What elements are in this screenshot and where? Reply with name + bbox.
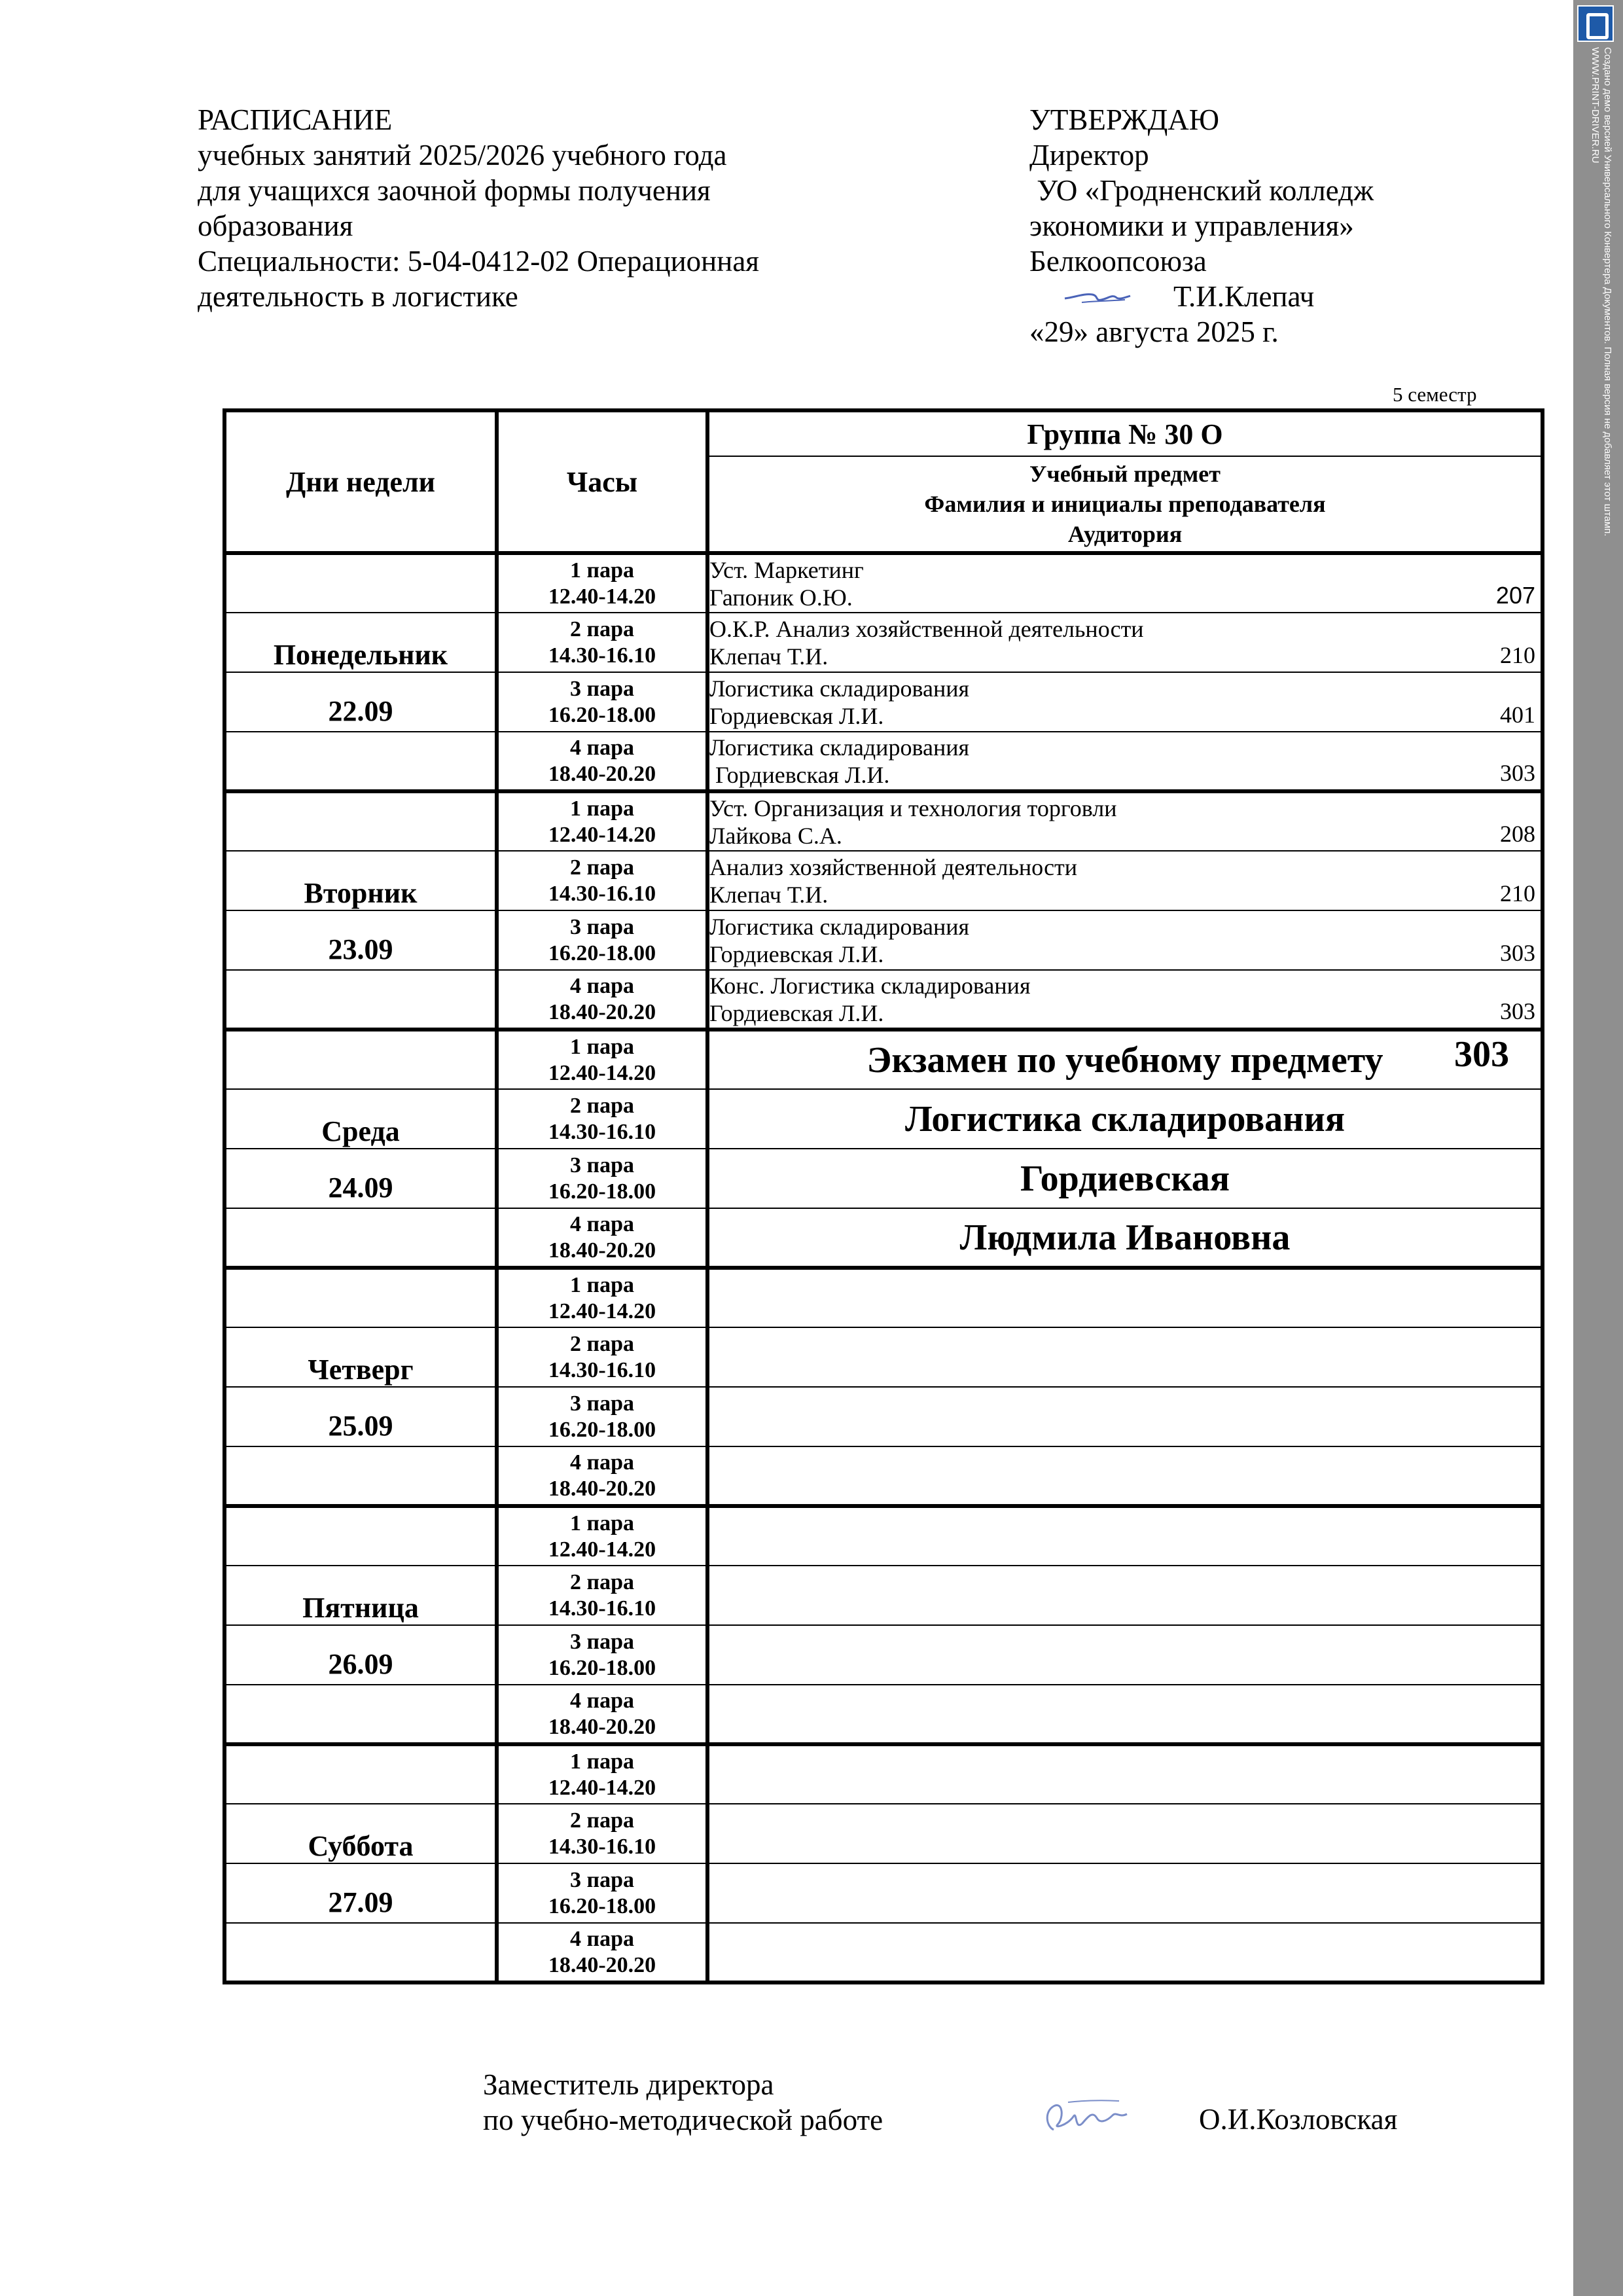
- time-slot-cell: [497, 1208, 707, 1268]
- pair-time: 18.40-20.20: [548, 761, 656, 786]
- lesson-cell: [707, 1327, 1543, 1387]
- pair-time: 18.40-20.20: [548, 999, 656, 1024]
- pair-number: 4 пара: [570, 1688, 634, 1713]
- pair-number: 4 пара: [570, 1926, 634, 1951]
- room-number: 210: [1500, 642, 1535, 668]
- day-name: Суббота: [308, 1830, 414, 1862]
- pair-time: 14.30-16.10: [548, 1357, 656, 1382]
- deputy-name: О.И.Козловская: [1199, 2103, 1398, 2136]
- exam-text: Гордиевская: [1020, 1158, 1230, 1199]
- time-slot-cell: [497, 791, 707, 851]
- day-date: 27.09: [328, 1886, 393, 1918]
- schedule-row: [224, 1923, 1543, 1982]
- watermark-url: WWW.PRINT-DRIVER.RU: [1590, 47, 1601, 164]
- schedule-title: РАСПИСАНИЕ: [198, 103, 393, 136]
- pair-time: 16.20-18.00: [548, 1179, 656, 1204]
- pair-number: 2 пара: [570, 1331, 634, 1356]
- lesson-cell: [707, 1506, 1543, 1566]
- lesson-cell: [707, 553, 1543, 613]
- days-column-header: Дни недели: [224, 410, 497, 553]
- time-slot-cell: [497, 1625, 707, 1685]
- day-name: Понедельник: [273, 639, 448, 671]
- teacher-name: Клепач Т.И.: [709, 643, 829, 670]
- day-date: 23.09: [328, 933, 393, 965]
- pair-time: 12.40-14.20: [548, 822, 656, 847]
- day-date-cell: [224, 1625, 497, 1685]
- pair-time: 14.30-16.10: [548, 1834, 656, 1859]
- time-slot-cell: [497, 970, 707, 1030]
- exam-text: Людмила Ивановна: [959, 1217, 1291, 1258]
- time-slot-cell: [497, 1446, 707, 1506]
- approval-line: экономики и управления»: [1029, 209, 1354, 242]
- day-date-cell: [224, 910, 497, 970]
- subject-header-line: Учебный предмет: [1029, 461, 1221, 487]
- pair-number: 1 пара: [570, 558, 634, 583]
- lesson-cell: [707, 672, 1543, 732]
- pair-number: 2 пара: [570, 1570, 634, 1594]
- subject-column-header: [707, 456, 1543, 553]
- pair-time: 12.40-14.20: [548, 1299, 656, 1323]
- watermark-text: [1589, 47, 1614, 536]
- hours-column-header: Часы: [497, 410, 707, 553]
- semester-label: 5 семестр: [1393, 383, 1477, 406]
- time-slot-cell: [497, 732, 707, 791]
- room-header-line: Аудитория: [1067, 521, 1183, 547]
- pair-number: 1 пара: [570, 1749, 634, 1774]
- pair-time: 14.30-16.10: [548, 643, 656, 668]
- time-slot-cell: [497, 1327, 707, 1387]
- time-slot-cell: [497, 1030, 707, 1089]
- day-name-cell: [224, 613, 497, 672]
- footer-position-line: Заместитель директора: [483, 2068, 774, 2101]
- time-slot-cell: [497, 1387, 707, 1446]
- teacher-name: Гордиевская Л.И.: [709, 941, 884, 967]
- pair-time: 12.40-14.20: [548, 584, 656, 609]
- pair-number: 4 пара: [570, 1211, 634, 1236]
- schedule-row: [224, 1387, 1543, 1446]
- converter-watermark-sidebar: [1573, 0, 1623, 2296]
- schedule-row: [224, 1327, 1543, 1387]
- pair-number: 3 пара: [570, 1391, 634, 1416]
- day-name: Пятница: [302, 1592, 419, 1624]
- exam-room: 303: [1454, 1034, 1509, 1075]
- schedule-row: [224, 1506, 1543, 1566]
- schedule-row: [224, 553, 1543, 613]
- day-name: Четверг: [308, 1354, 414, 1386]
- day-cell: [224, 1268, 497, 1327]
- exam-cell: [707, 1089, 1543, 1149]
- pair-time: 14.30-16.10: [548, 1596, 656, 1621]
- pair-number: 3 пара: [570, 1629, 634, 1654]
- teacher-name: Гордиевская Л.И.: [709, 702, 884, 729]
- day-cell: [224, 1744, 497, 1804]
- exam-cell: [707, 1030, 1543, 1089]
- pair-time: 18.40-20.20: [548, 1476, 656, 1501]
- converter-logo-icon: [1577, 5, 1614, 42]
- pair-time: 16.20-18.00: [548, 1417, 656, 1442]
- approval-block: [1029, 102, 1488, 350]
- day-cell: [224, 732, 497, 791]
- day-date-cell: [224, 672, 497, 732]
- time-slot-cell: [497, 613, 707, 672]
- pair-time: 14.30-16.10: [548, 881, 656, 906]
- schedule-row: [224, 1804, 1543, 1863]
- day-date: 22.09: [328, 695, 393, 727]
- day-name-cell: [224, 1566, 497, 1625]
- day-name: Вторник: [304, 877, 418, 909]
- lesson-cell: [707, 1685, 1543, 1744]
- lesson-cell: [707, 851, 1543, 910]
- pair-number: 4 пара: [570, 735, 634, 760]
- teacher-name: Гордиевская Л.И.: [709, 999, 884, 1026]
- lesson-cell: [707, 1268, 1543, 1327]
- pair-number: 3 пара: [570, 1867, 634, 1892]
- specialty-line: деятельность в логистике: [198, 280, 518, 313]
- watermark-line: Создано демо версией Универсального Конвертера Документов. Полная версия не добавляет этот штамп.: [1602, 47, 1613, 537]
- day-date-cell: [224, 1149, 497, 1208]
- schedule-row: [224, 1863, 1543, 1923]
- time-slot-cell: [497, 553, 707, 613]
- time-slot-cell: [497, 1566, 707, 1625]
- exam-cell: [707, 1208, 1543, 1268]
- time-slot-cell: [497, 1804, 707, 1863]
- schedule-row: [224, 1566, 1543, 1625]
- schedule-table: [223, 408, 1544, 1984]
- schedule-body: [224, 553, 1543, 1982]
- schedule-row: [224, 851, 1543, 910]
- day-cell: [224, 1685, 497, 1744]
- lesson-cell: [707, 910, 1543, 970]
- approval-title: УТВЕРЖДАЮ: [1029, 103, 1220, 136]
- schedule-row: [224, 613, 1543, 672]
- day-name-cell: [224, 851, 497, 910]
- teacher-name: Гордиевская Л.И.: [709, 761, 890, 788]
- lesson-cell: [707, 1923, 1543, 1982]
- time-slot-cell: [497, 1863, 707, 1923]
- schedule-subtitle-line: учебных занятий 2025/2026 учебного года: [198, 139, 727, 171]
- subject-name: Логистика складирования: [709, 675, 970, 702]
- pair-number: 1 пара: [570, 1034, 634, 1059]
- day-cell: [224, 1923, 497, 1982]
- schedule-row: [224, 672, 1543, 732]
- subject-name: Логистика складирования: [709, 734, 970, 761]
- teacher-name: Клепач Т.И.: [709, 881, 829, 908]
- pair-number: 2 пара: [570, 1093, 634, 1118]
- schedule-row: [224, 1268, 1543, 1327]
- pair-time: 18.40-20.20: [548, 1714, 656, 1739]
- time-slot-cell: [497, 851, 707, 910]
- schedule-row: [224, 1030, 1543, 1089]
- time-slot-cell: [497, 1685, 707, 1744]
- schedule-subtitle-line: образования: [198, 209, 353, 242]
- day-cell: [224, 553, 497, 613]
- day-date-cell: [224, 1387, 497, 1446]
- director-signature: [1062, 284, 1134, 308]
- time-slot-cell: [497, 1923, 707, 1982]
- room-number: 303: [1500, 760, 1535, 786]
- pair-time: 16.20-18.00: [548, 1893, 656, 1918]
- pair-number: 1 пара: [570, 1511, 634, 1535]
- time-slot-cell: [497, 910, 707, 970]
- pair-number: 3 пара: [570, 1153, 634, 1177]
- day-date: 26.09: [328, 1648, 393, 1680]
- schedule-row: [224, 791, 1543, 851]
- pair-number: 2 пара: [570, 855, 634, 880]
- pair-time: 14.30-16.10: [548, 1119, 656, 1144]
- approval-line: Директор: [1029, 139, 1149, 171]
- subject-name: Уст. Маркетинг: [709, 556, 864, 583]
- lesson-cell: [707, 1804, 1543, 1863]
- room-number: 303: [1500, 998, 1535, 1024]
- room-number: 210: [1500, 880, 1535, 906]
- pair-number: 4 пара: [570, 1450, 634, 1475]
- footer-position-line: по учебно-методической работе: [483, 2104, 883, 2136]
- schedule-subtitle-line: для учащихся заочной формы получения: [198, 174, 711, 207]
- room-number: 303: [1500, 940, 1535, 966]
- pair-time: 18.40-20.20: [548, 1238, 656, 1263]
- approval-date: «29» августа 2025 г.: [1029, 315, 1279, 348]
- room-number: 207: [1495, 582, 1535, 609]
- day-date: 24.09: [328, 1172, 393, 1204]
- day-cell: [224, 970, 497, 1030]
- time-slot-cell: [497, 1506, 707, 1566]
- schedule-row: [224, 910, 1543, 970]
- lesson-cell: [707, 732, 1543, 791]
- time-slot-cell: [497, 672, 707, 732]
- lesson-cell: [707, 1446, 1543, 1506]
- subject-name: Конс. Логистика складирования: [709, 972, 1031, 999]
- approval-line: УО «Гродненский колледж: [1029, 174, 1374, 207]
- group-header: Группа № 30 О: [707, 410, 1543, 456]
- time-slot-cell: [497, 1268, 707, 1327]
- lesson-cell: [707, 970, 1543, 1030]
- day-cell: [224, 1506, 497, 1566]
- pair-number: 1 пара: [570, 1272, 634, 1297]
- subject-name: Логистика складирования: [709, 913, 970, 940]
- lesson-cell: [707, 613, 1543, 672]
- pair-time: 18.40-20.20: [548, 1952, 656, 1977]
- pair-number: 2 пара: [570, 617, 634, 641]
- room-number: 208: [1500, 821, 1535, 847]
- schedule-row: [224, 1625, 1543, 1685]
- day-name-cell: [224, 1089, 497, 1149]
- pair-time: 16.20-18.00: [548, 1655, 656, 1680]
- pair-time: 12.40-14.20: [548, 1537, 656, 1562]
- day-cell: [224, 1446, 497, 1506]
- lesson-cell: [707, 1387, 1543, 1446]
- pair-time: 16.20-18.00: [548, 941, 656, 965]
- day-cell: [224, 1030, 497, 1089]
- teacher-header-line: Фамилия и инициалы преподавателя: [924, 491, 1326, 517]
- footer-signature-block: [483, 2067, 883, 2138]
- subject-name: О.К.Р. Анализ хозяйственной деятельности: [709, 615, 1144, 642]
- time-slot-cell: [497, 1149, 707, 1208]
- schedule-row: [224, 1149, 1543, 1208]
- lesson-cell: [707, 1625, 1543, 1685]
- day-cell: [224, 1208, 497, 1268]
- schedule-row: [224, 732, 1543, 791]
- day-name-cell: [224, 1804, 497, 1863]
- pair-number: 4 пара: [570, 973, 634, 998]
- lesson-cell: [707, 1863, 1543, 1923]
- room-number: 401: [1500, 702, 1535, 728]
- schedule-row: [224, 970, 1543, 1030]
- schedule-row: [224, 1089, 1543, 1149]
- schedule-row: [224, 1446, 1543, 1506]
- exam-text: Экзамен по учебному предмету: [866, 1039, 1383, 1081]
- subject-name: Уст. Организация и технология торговли: [709, 795, 1117, 821]
- day-cell: [224, 791, 497, 851]
- specialty-line: Специальности: 5-04-0412-02 Операционная: [198, 245, 759, 278]
- lesson-cell: [707, 1744, 1543, 1804]
- day-date-cell: [224, 1863, 497, 1923]
- director-name: Т.И.Клепач: [1173, 280, 1315, 313]
- exam-text: Логистика складирования: [904, 1098, 1346, 1139]
- approval-signature-row: [1029, 279, 1488, 314]
- time-slot-cell: [497, 1089, 707, 1149]
- lesson-cell: [707, 791, 1543, 851]
- time-slot-cell: [497, 1744, 707, 1804]
- teacher-name: Лайкова С.А.: [709, 822, 842, 849]
- subject-name: Анализ хозяйственной деятельности: [709, 853, 1078, 880]
- lesson-cell: [707, 1566, 1543, 1625]
- day-name: Среда: [321, 1115, 400, 1147]
- schedule-row: [224, 1208, 1543, 1268]
- pair-time: 12.40-14.20: [548, 1775, 656, 1800]
- teacher-name: Гапоник О.Ю.: [709, 584, 853, 611]
- schedule-title-block: [198, 102, 852, 314]
- deputy-signature: [1034, 2092, 1139, 2139]
- pair-number: 2 пара: [570, 1808, 634, 1833]
- approval-line: Белкоопсоюза: [1029, 245, 1207, 278]
- schedule-row: [224, 1744, 1543, 1804]
- pair-number: 1 пара: [570, 796, 634, 821]
- pair-time: 16.20-18.00: [548, 702, 656, 727]
- pair-number: 3 пара: [570, 676, 634, 701]
- schedule-row: [224, 1685, 1543, 1744]
- day-name-cell: [224, 1327, 497, 1387]
- pair-time: 12.40-14.20: [548, 1060, 656, 1085]
- exam-cell: [707, 1149, 1543, 1208]
- pair-number: 3 пара: [570, 914, 634, 939]
- day-date: 25.09: [328, 1410, 393, 1442]
